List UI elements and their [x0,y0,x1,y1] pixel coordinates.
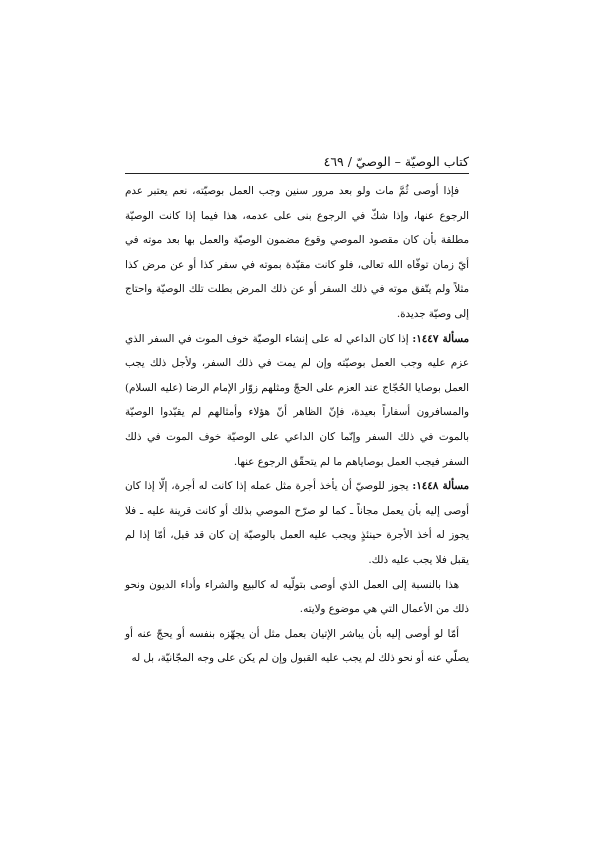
page-header [125,152,469,174]
paragraph-issue [125,327,469,475]
paragraph [125,622,469,671]
paragraph-text: هذا بالنسبة إلى العمل الذي أوصى بتولّيه له كالبيع والشراء وأداء الديون ونحو ذلك من الأعمال التي هي موضوع ولايته. [125,578,469,616]
running-head: كتاب الوصيّة – الوصيّ / ٤٦٩ [323,154,469,169]
header-rule [125,173,469,174]
paragraph-text: يجوز للوصيّ أن يأخذ أجرة مثل عمله إذا كانت له أجرة، إلّا إذا كان أوصى إليه بأن يعمل مجاناً ـ كما لو صرّح الموصي بذلك أو كانت قرينة عليه ـ فلا يجوز له أخذ الأجرة حينئذٍ ويجب عليه العمل بالوصيّة إن كان قد قبل، أمّا إذا لم يقبل فلا يجب عليه ذلك. [125,480,469,566]
issue-label: مسألة ١٤٤٧: [412,332,469,345]
paragraph-issue [125,474,469,572]
paragraph [125,179,469,327]
issue-label: مسألة ١٤٤٨: [412,480,469,493]
paragraph-text: أمّا لو أوصى إليه بأن يباشر الإتيان بعمل مثل أن يجهّزه بنفسه أو يحجّ عنه أو يصلّي عنه أو نحو ذلك لم يجب عليه القبول وإن لم يكن على وجه المجّانيّة، بل له [125,627,469,665]
paragraph [125,573,469,622]
paragraph-text: فإذا أوصى ثُمَّ مات ولو بعد مرور سنين وجب العمل بوصيّته، نعم يعتبر عدم الرجوع عنها، وإذا شكّ في الرجوع بنى على عدمه، هذا فيما إذا كانت الوصيّة مطلقة بأن كان مقصود الموصي وقوع مضمون الوصيّة والعمل بها بعد موته في أيّ زمان توفّاه الله تعالى، فلو كانت مقيّدة بموته في سفر كذا أو عن مرض كذا مثلاً ولم يتّفق موته في ذلك السفر أو عن ذلك المرض بطلت تلك الوصيّة واحتاج إلى وصيّة جديدة. [125,185,469,320]
body-text [125,179,469,671]
paragraph-text: إذا كان الداعي له على إنشاء الوصيّة خوف الموت في السفر الذي عزم عليه وجب العمل بوصيّته وإن لم يمت في ذلك السفر، ولأجل ذلك يجب العمل بوصايا الحُجّاج عند العزم على الحجّ ومثلهم زوّار الإمام الرضا (عليه السلام) والمسافرون أسفاراً بعيدة، فإنّ الظاهر أنّ هؤلاء وأمثالهم لم يقيّدوا الوصيّة بالموت في ذلك السفر وإنّما كان الداعي على الوصيّة خوف الموت في ذلك السفر فيجب العمل بوصاياهم ما لم يتحقّق الرجوع عنها. [125,332,469,468]
